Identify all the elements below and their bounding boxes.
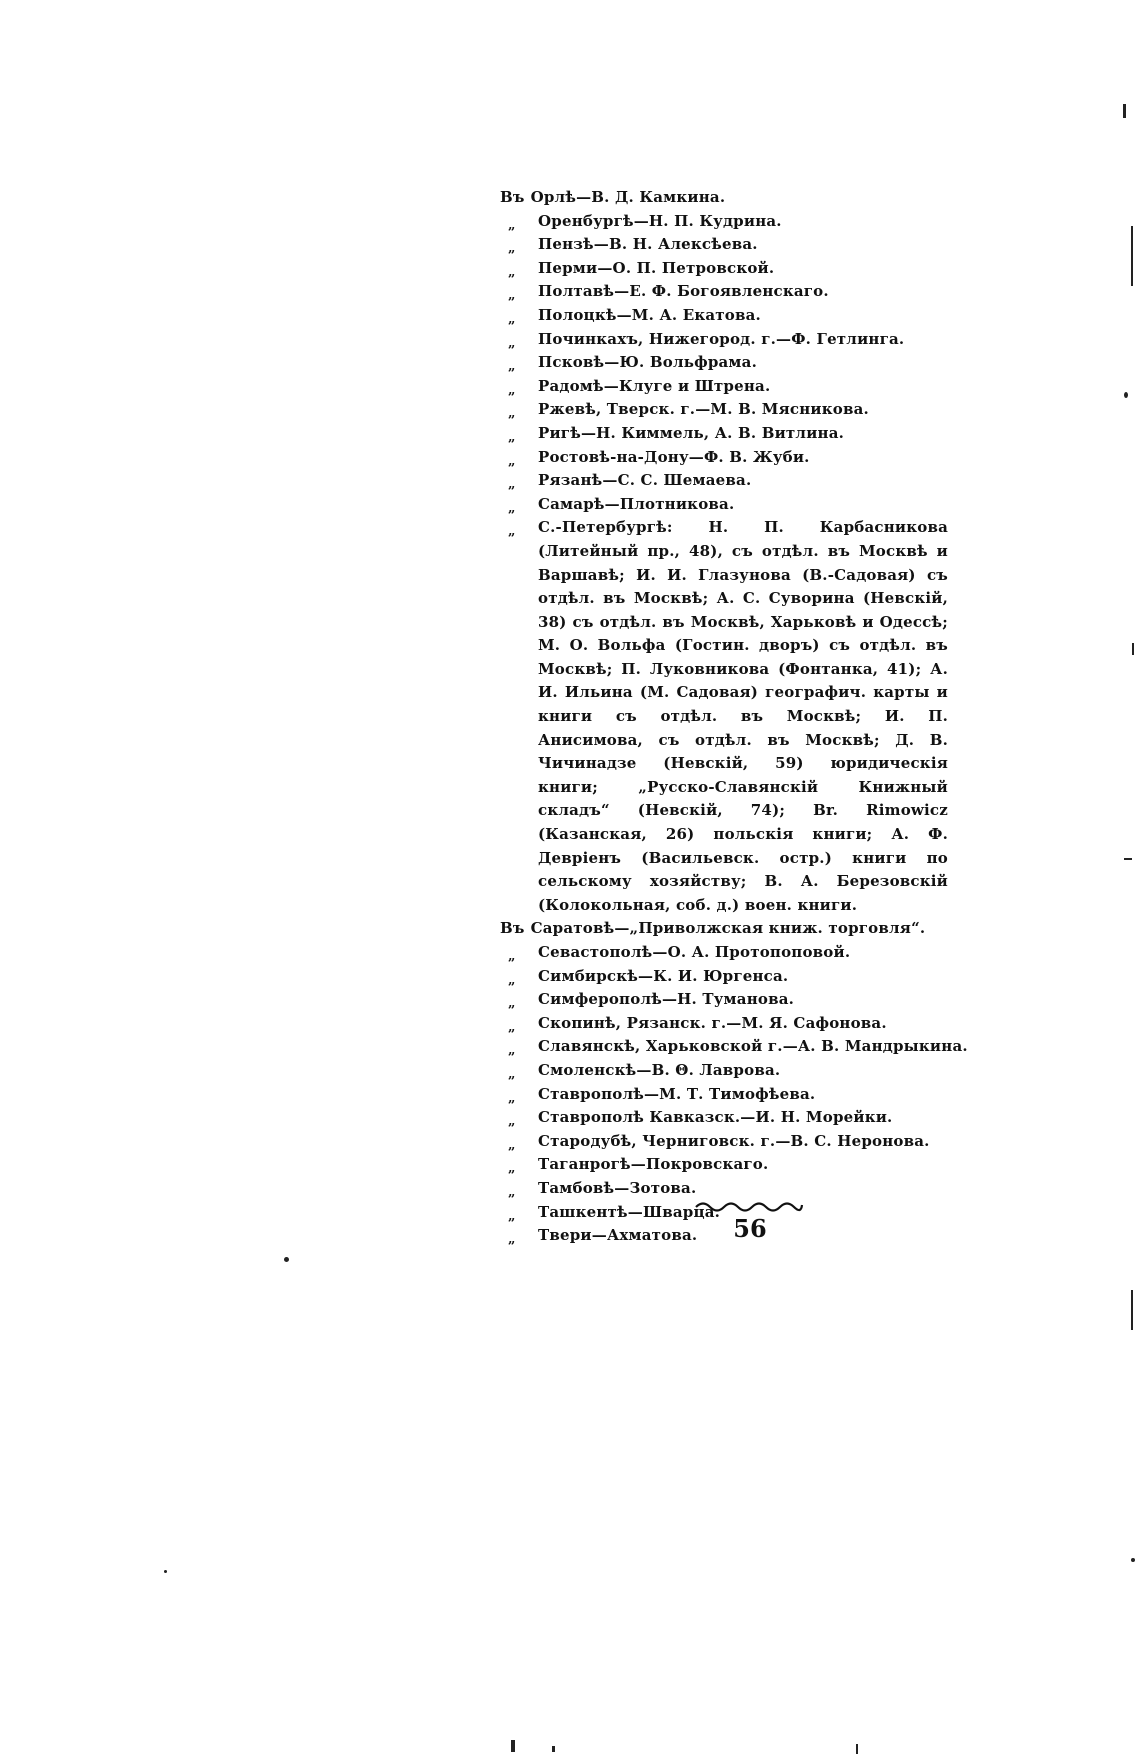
entry-text: Саратовѣ—„Приволжская книж. торговля“.: [530, 919, 926, 938]
list-item: [500, 304, 960, 328]
ditto-mark: „: [508, 382, 516, 398]
bookseller-listing: [500, 186, 968, 1248]
ditto-mark: „: [508, 1043, 516, 1059]
entry-text: Стародубѣ, Черниговск. г.—В. С. Неронова.: [538, 1131, 930, 1150]
ditto-mark: „: [508, 500, 516, 516]
entry-text: Ростовѣ-на-Дону—Ф. В. Жуби.: [538, 447, 810, 466]
list-item: [500, 186, 960, 210]
ditto-mark: „: [508, 1208, 516, 1224]
entry-text: Славянскѣ, Харьковской г.—А. В. Мандрыкина.: [538, 1037, 968, 1056]
ditto-mark: „: [508, 241, 516, 257]
scan-edge-mark: [1123, 104, 1126, 118]
entry-text: Ржевѣ, Тверск. г.—М. В. Мясникова.: [538, 400, 869, 419]
ditto-mark: „: [508, 217, 516, 233]
ditto-mark: „: [508, 1232, 516, 1248]
entry-text: Ставрополѣ—М. Т. Тимофѣева.: [538, 1084, 816, 1103]
entry-text: Тамбовѣ—Зотова.: [538, 1178, 697, 1197]
list-item: [500, 351, 960, 375]
ditto-mark: „: [508, 996, 516, 1012]
entry-text: Ташкентѣ—Шварца.: [538, 1202, 721, 1221]
list-item-st-petersburg: [500, 516, 960, 917]
entry-text: Скопинѣ, Рязанск. г.—М. Я. Сафонова.: [538, 1013, 887, 1032]
scan-speck: [1131, 1558, 1135, 1562]
entry-text: Починкахъ, Нижегород. г.—Ф. Гетлинга.: [538, 329, 905, 348]
entry-text: Севастополѣ—О. А. Протопоповой.: [538, 943, 851, 961]
list-item: [500, 1106, 960, 1130]
ditto-mark: „: [508, 453, 516, 469]
scan-speck: [164, 1570, 167, 1573]
ornament-divider: [694, 1198, 804, 1212]
entry-text: Орлѣ—В. Д. Камкина.: [530, 188, 726, 206]
entry-text: Оренбургѣ—Н. П. Кудрина.: [538, 211, 782, 230]
entry-text: Псковѣ—Ю. Вольфрама.: [538, 353, 758, 372]
ditto-mark: „: [508, 406, 516, 422]
list-item: [500, 965, 960, 989]
entry-text: Смоленскѣ—В. Θ. Лаврова.: [538, 1060, 781, 1079]
list-item: [500, 941, 960, 965]
scan-edge-mark: [552, 1746, 555, 1752]
list-item: [500, 1035, 968, 1059]
ditto-mark: „: [508, 1184, 516, 1200]
list-item: [500, 469, 960, 493]
scan-edge-mark: [511, 1740, 515, 1752]
list-item: [500, 257, 960, 281]
list-item: [500, 446, 960, 470]
ditto-mark: „: [508, 972, 516, 988]
entry-text: Радомѣ—Клуге и Штрена.: [538, 376, 771, 395]
entry-text: Ригѣ—Н. Киммель, А. В. Витлина.: [538, 423, 845, 442]
ditto-mark: „: [508, 429, 516, 445]
page-number: 56: [733, 1214, 767, 1243]
list-item: [500, 210, 960, 234]
list-item: [500, 422, 960, 446]
entry-text: С.-Петербургѣ: Н. П. Карбасникова (Литейный пр., 48), съ отдѣл. въ Москвѣ и Варшавѣ; И. И. Глазунова (В.-Садовая) съ отдѣл. въ Москвѣ; А. С. Суворина (Невскій, 38) съ отдѣл. въ Москвѣ, Харьковѣ и Одессѣ; М. О. Вольфа (Гостин. дворъ) съ отдѣл. въ Москвѣ; П. Луковникова (Фонтанка, 41); А. И. Ильина (М. Садовая) географич. карты и книги съ отдѣл. въ Москвѣ; И. П. Анисимова, съ отдѣл. въ Москвѣ; Д. В. Чичинадзе (Невскій, 59) юридическія книги; „Русско-Славянскій Книжный складъ“ (Невскій, 74); Br. Rimowicz (Казанская, 26) польскія книги; А. Ф. Девріенъ (Васильевск. остр.) книги по сельскому хозяйству; В. А. Березовскій (Колокольная, соб. д.) воен. книги.: [538, 518, 948, 914]
list-item: [500, 1012, 960, 1036]
list-item: [500, 1059, 960, 1083]
list-item: [500, 1130, 960, 1154]
list-item: [500, 493, 960, 517]
entry-text: Перми—О. П. Петровской.: [538, 258, 775, 277]
list-item: [500, 328, 960, 352]
ditto-mark: „: [508, 1090, 516, 1106]
entry-text: Симбирскѣ—К. И. Юргенса.: [538, 966, 789, 985]
ditto-mark: „: [508, 524, 516, 540]
entry-text: Симферополѣ—Н. Туманова.: [538, 990, 795, 1009]
ditto-mark: „: [508, 1161, 516, 1177]
list-item: [500, 1153, 960, 1177]
entry-text: Пензѣ—В. Н. Алексѣева.: [538, 235, 758, 254]
scan-edge-mark: [1131, 226, 1133, 286]
ditto-mark: „: [508, 288, 516, 304]
list-item: [500, 917, 960, 941]
scan-edge-mark: [1124, 858, 1132, 860]
list-item: [500, 1177, 960, 1201]
ditto-mark: „: [508, 1019, 516, 1035]
entry-text: Ставрополѣ Кавказск.—И. Н. Морейки.: [538, 1108, 893, 1127]
list-item: [500, 1083, 960, 1107]
ditto-mark: „: [508, 1114, 516, 1130]
ditto-mark: „: [508, 264, 516, 280]
entry-text: Таганрогѣ—Покровскаго.: [538, 1155, 769, 1174]
ditto-mark: „: [508, 949, 516, 964]
entry-text: Твери—Ахматова.: [538, 1226, 698, 1245]
ditto-mark: „: [508, 477, 516, 493]
ditto-mark: „: [508, 1137, 516, 1153]
scan-edge-mark: [1132, 643, 1134, 655]
list-item: [500, 988, 960, 1012]
ditto-mark: „: [508, 1066, 516, 1082]
list-item: [500, 233, 960, 257]
scan-speck: [284, 1257, 289, 1262]
list-item: [500, 280, 960, 304]
entry-text: Самарѣ—Плотникова.: [538, 494, 735, 513]
entry-text: Полоцкѣ—М. А. Екатова.: [538, 305, 761, 324]
ditto-mark: „: [508, 359, 516, 375]
list-item: [500, 398, 960, 422]
scan-edge-mark: [1131, 1290, 1133, 1330]
scan-edge-mark: [856, 1744, 858, 1754]
ditto-mark: „: [508, 311, 516, 327]
scan-speck: [1124, 392, 1128, 398]
ditto-mark: „: [508, 335, 516, 351]
entry-text: Полтавѣ—Е. Ф. Богоявленскаго.: [538, 282, 829, 301]
entry-text: Рязанѣ—С. С. Шемаева.: [538, 471, 752, 490]
entry-lead: Въ: [500, 919, 525, 938]
entry-lead: Въ: [500, 188, 525, 206]
list-item: [500, 375, 960, 399]
